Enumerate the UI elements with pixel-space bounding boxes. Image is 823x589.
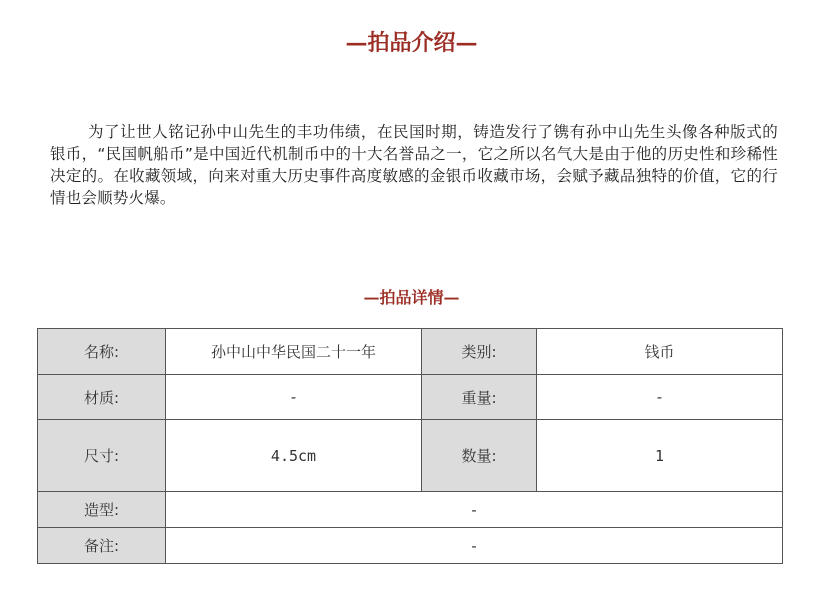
category-label: 类别: <box>422 329 537 375</box>
name-label: 名称: <box>38 329 166 375</box>
table-row <box>38 375 783 420</box>
details-table <box>37 328 783 564</box>
details-title: —拍品详情— <box>363 288 460 307</box>
intro-title: —拍品介绍— <box>345 30 478 56</box>
material-value: - <box>166 375 422 420</box>
material-label: 材质: <box>38 375 166 420</box>
weight-value: - <box>537 375 783 420</box>
intro-paragraph: 为了让世人铭记孙中山先生的丰功伟绩，在民国时期，铸造发行了镌有孙中山先生头像各种版式的银币，“民国帆船币”是中国近代机制币中的十大名誉品之一，它之所以名气大是由于他的历史性和珍稀性决定的。在收藏领域，向来对重大历史事件高度敏感的金银币收藏市场，会赋予藏品独特的价值，它的行情也会顺势火爆。 <box>50 123 778 207</box>
table-row <box>38 492 783 528</box>
remark-label: 备注: <box>38 528 166 564</box>
table-row <box>38 329 783 375</box>
shape-label: 造型: <box>38 492 166 528</box>
quantity-label: 数量: <box>422 420 537 492</box>
size-value: 4.5cm <box>166 420 422 492</box>
shape-value: - <box>166 492 783 528</box>
quantity-value: 1 <box>537 420 783 492</box>
weight-label: 重量: <box>422 375 537 420</box>
table-row <box>38 528 783 564</box>
remark-value: - <box>166 528 783 564</box>
size-label: 尺寸: <box>38 420 166 492</box>
name-value: 孙中山中华民国二十一年 <box>166 329 422 375</box>
table-row <box>38 420 783 492</box>
category-value: 钱币 <box>537 329 783 375</box>
